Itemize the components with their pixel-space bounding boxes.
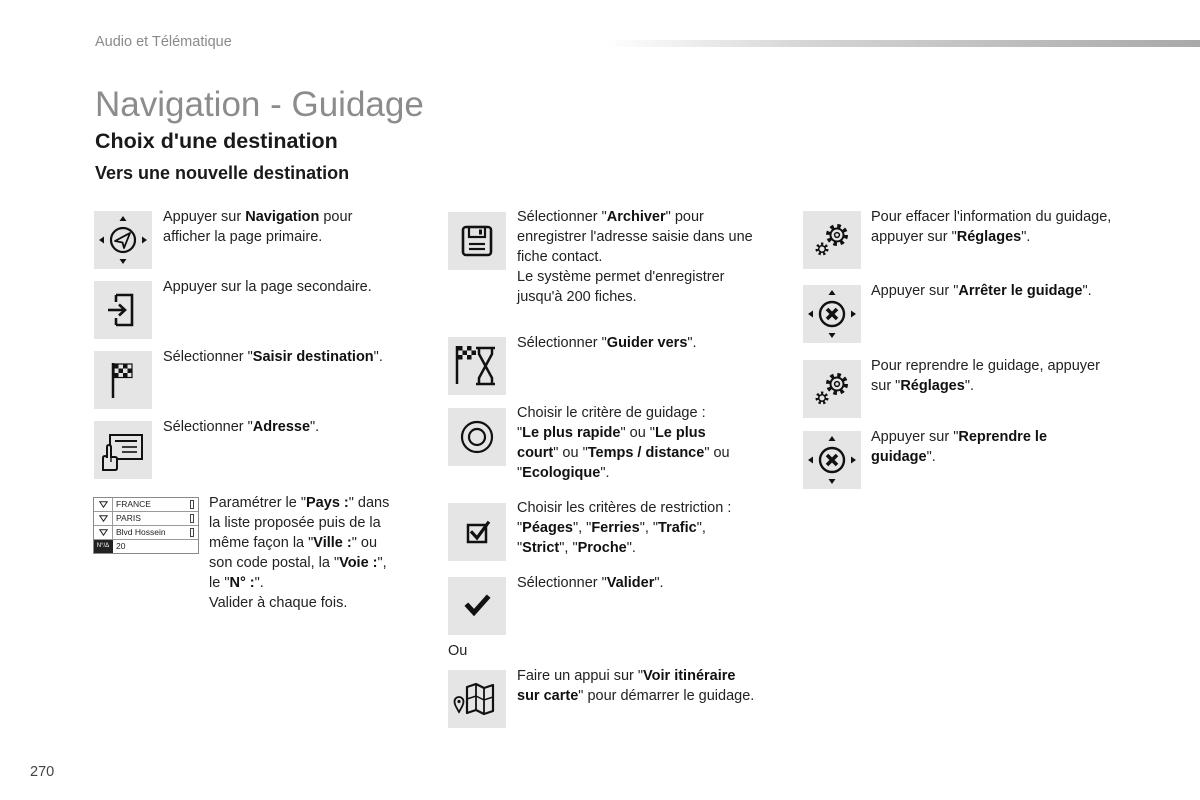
bold-text: Arrêter le guidage (958, 283, 1083, 299)
address-form-thumbnail (93, 497, 199, 554)
address-row-number (94, 540, 198, 553)
page-number: 270 (30, 764, 55, 780)
bold-text: Trafic (658, 520, 697, 536)
text-run: Sélectionner " (163, 349, 253, 365)
text-line (517, 463, 730, 483)
text-run: Sélectionner " (517, 209, 607, 225)
text-line (163, 207, 352, 227)
text-line (871, 376, 1100, 396)
bold-text: sur carte (517, 688, 579, 704)
bold-text: Le plus (654, 425, 706, 441)
text-run: ". (964, 378, 974, 394)
text-run: Le système permet d'enregistrer (517, 269, 725, 285)
checkered-flag-icon (94, 351, 152, 409)
text-run: la liste proposée puis de la (209, 515, 381, 531)
text-run: Valider à chaque fois. (209, 595, 348, 611)
text-line (209, 573, 389, 593)
text-run: Choisir les critères de restriction : (517, 500, 732, 516)
step-text (871, 427, 1047, 467)
bold-text: Valider (606, 575, 655, 591)
bold-text: Reprendre le (958, 429, 1048, 445)
bold-text: Voir itinéraire (643, 668, 736, 684)
text-line (517, 333, 697, 353)
text-run: Pour effacer l'information du guidage, (871, 209, 1112, 225)
text-line (163, 277, 372, 297)
address-row-street (94, 526, 198, 540)
country-value: FRANCE (116, 499, 151, 509)
text-line (517, 518, 731, 538)
text-line (517, 247, 753, 267)
text-run: ". (926, 449, 936, 465)
settings-gears-icon (803, 211, 861, 269)
text-run: ", (377, 555, 387, 571)
text-line (209, 533, 389, 553)
text-run: " ou (704, 445, 730, 461)
bold-text: Pays : (306, 495, 349, 511)
step-text (517, 207, 753, 307)
text-run: " ou " (620, 425, 655, 441)
secondary-page-icon (94, 281, 152, 339)
checkbox-icon (448, 503, 506, 561)
text-run: Appuyer sur (163, 209, 246, 225)
text-run: Appuyer sur " (871, 429, 959, 445)
bold-text: guidage (871, 449, 927, 465)
step-text (209, 493, 389, 613)
step-text (517, 573, 664, 593)
text-line (163, 347, 383, 367)
text-run: ", " (559, 540, 578, 556)
text-run: " dans (348, 495, 390, 511)
step-text (163, 417, 319, 437)
text-run: " (517, 520, 523, 536)
settings-gears-icon (803, 360, 861, 418)
step-text (163, 277, 372, 297)
map-pin-icon (448, 670, 506, 728)
bold-text: Guider vers (606, 335, 688, 351)
text-run: Faire un appui sur " (517, 668, 644, 684)
text-run: enregistrer l'adresse saisie dans une (517, 229, 753, 245)
text-run: " ou (351, 535, 378, 551)
bold-text: Péages (522, 520, 573, 536)
street-value: Blvd Hossein (116, 527, 166, 537)
field-end-marker (190, 514, 194, 523)
text-run: ". (254, 575, 264, 591)
text-run: Paramétrer le " (209, 495, 307, 511)
bold-text: Navigation (245, 209, 320, 225)
text-run: " pour (665, 209, 704, 225)
bold-text: Proche (577, 540, 627, 556)
text-line (163, 227, 352, 247)
dropdown-arrow-icon (94, 498, 113, 511)
text-run: Appuyer sur la page secondaire. (163, 279, 372, 295)
save-disk-icon (448, 212, 506, 270)
text-run: pour (319, 209, 353, 225)
bold-text: Le plus rapide (522, 425, 621, 441)
step-text (163, 207, 352, 247)
text-run: son code postal, la " (209, 555, 340, 571)
bold-text: Ecologique (522, 465, 601, 481)
text-run: Choisir le critère de guidage : (517, 405, 706, 421)
navigation-icon (94, 211, 152, 269)
text-run: même façon la " (209, 535, 314, 551)
bold-text: Temps / distance (587, 445, 705, 461)
bold-text: Adresse (252, 419, 311, 435)
text-line (517, 443, 730, 463)
header-gradient-bar (605, 40, 1200, 47)
chapter-header: Audio et Télématique (95, 34, 232, 50)
text-line (517, 666, 754, 686)
flag-hourglass-icon (448, 337, 506, 395)
step-text (517, 333, 697, 353)
text-run: ". (626, 540, 636, 556)
text-line (209, 553, 389, 573)
step-text (517, 403, 730, 483)
bold-text: Ville : (313, 535, 352, 551)
text-line (517, 403, 730, 423)
bold-text: Réglages (956, 229, 1022, 245)
text-run: ", " (572, 520, 592, 536)
text-run: " (517, 540, 523, 556)
text-line (517, 498, 731, 518)
page-subtitle: Choix d'une destination (95, 129, 338, 153)
text-run: ". (310, 419, 320, 435)
section-heading: Vers une nouvelle destination (95, 163, 350, 183)
bold-text: Ferries (591, 520, 640, 536)
text-run: appuyer sur " (871, 229, 957, 245)
text-run: ", " (639, 520, 659, 536)
step-text (871, 356, 1100, 396)
text-line (517, 287, 753, 307)
step-text (163, 347, 383, 367)
text-line (871, 356, 1100, 376)
address-row-city (94, 512, 198, 526)
dropdown-arrow-icon (94, 526, 113, 539)
step-text (871, 281, 1092, 301)
step-text (517, 498, 731, 558)
checkmark-icon (448, 577, 506, 635)
text-line (517, 267, 753, 287)
step-text (871, 207, 1111, 247)
text-run: ", (696, 520, 706, 536)
text-run: jusqu'à 200 fiches. (517, 289, 637, 305)
text-run: Appuyer sur " (871, 283, 959, 299)
text-line (209, 593, 389, 613)
text-run: Sélectionner " (163, 419, 253, 435)
text-run: ". (373, 349, 383, 365)
bold-text: N° : (229, 575, 255, 591)
text-line (871, 207, 1111, 227)
text-run: ". (600, 465, 610, 481)
bold-text: Réglages (900, 378, 965, 394)
text-run: Sélectionner " (517, 575, 607, 591)
text-line (517, 423, 730, 443)
page-title: Navigation - Guidage (95, 85, 424, 124)
text-run: ". (687, 335, 697, 351)
step-text (517, 666, 754, 706)
text-line (163, 417, 319, 437)
text-line (209, 493, 389, 513)
or-label: Ou (448, 643, 468, 659)
text-line (517, 538, 731, 558)
stop-guidance-icon (803, 285, 861, 343)
address-row-country (94, 498, 198, 512)
text-line (517, 207, 753, 227)
field-end-marker (190, 500, 194, 509)
text-run: Sélectionner " (517, 335, 607, 351)
bold-text: Archiver (606, 209, 666, 225)
bold-text: Saisir destination (252, 349, 374, 365)
text-run: le " (209, 575, 230, 591)
text-line (871, 281, 1092, 301)
dropdown-arrow-icon (94, 512, 113, 525)
target-circles-icon (448, 408, 506, 466)
text-run: ". (1021, 229, 1031, 245)
bold-text: Strict (522, 540, 560, 556)
text-run: sur " (871, 378, 901, 394)
number-value: 20 (116, 541, 126, 551)
text-run: ". (654, 575, 664, 591)
text-line (517, 686, 754, 706)
text-line (517, 573, 664, 593)
bold-text: court (517, 445, 554, 461)
text-run: " ou " (553, 445, 588, 461)
bold-text: Voie : (339, 555, 378, 571)
text-run: " pour démarrer le guidage. (578, 688, 755, 704)
text-line (209, 513, 389, 533)
text-run: afficher la page primaire. (163, 229, 323, 245)
text-line (871, 447, 1047, 467)
resume-guidance-icon (803, 431, 861, 489)
field-end-marker (190, 528, 194, 537)
city-value: PARIS (116, 513, 141, 523)
text-line (871, 427, 1047, 447)
number-label: N°/Δ (94, 540, 113, 553)
text-run: Pour reprendre le guidage, appuyer (871, 358, 1100, 374)
address-card-icon (94, 421, 152, 479)
text-line (517, 227, 753, 247)
text-run: ". (1082, 283, 1092, 299)
text-run: fiche contact. (517, 249, 603, 265)
text-run: " (517, 425, 523, 441)
text-line (871, 227, 1111, 247)
text-run: " (517, 465, 523, 481)
